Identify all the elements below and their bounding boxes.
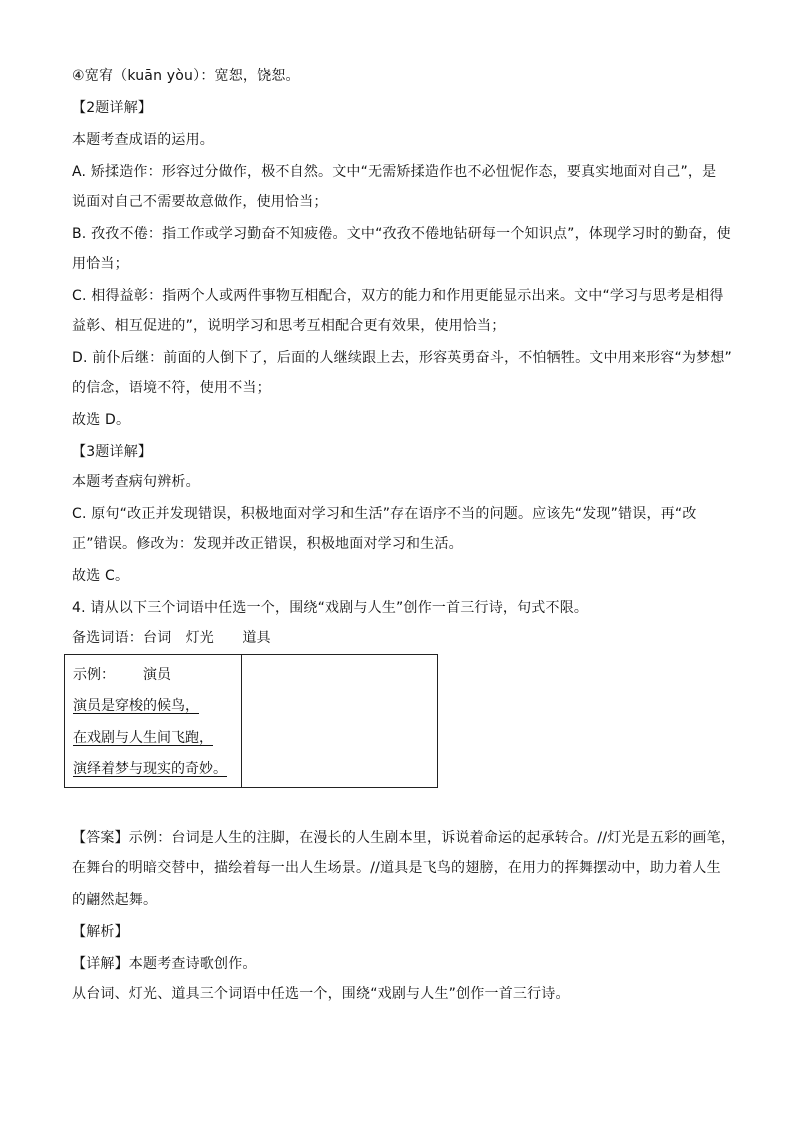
body-line: 用恰当； [72, 256, 129, 272]
footnote-line: ④宽宥（kuān yòu）：宽恕，饶恕。 [72, 68, 300, 84]
body-line: 本题考查病句辨析。 [72, 474, 200, 490]
table-divider [241, 655, 242, 787]
body-line: 正”错误。修改为：发现并改正错误，积极地面对学习和生活。 [72, 536, 463, 552]
body-line: 故选 C。 [72, 568, 130, 584]
example-word: 演员 [143, 667, 171, 683]
question-line: 4. 请从以下三个词语中任选一个，围绕“戏剧与人生”创作一首三行诗，句式不限。 [72, 600, 589, 616]
analysis-heading: 【解析】 [72, 924, 129, 940]
body-line: C. 相得益彰：指两个人或两件事物互相配合，双方的能力和作用更能显示出来。文中“学习与思考是相得 [72, 288, 724, 304]
answer-line: 的翩然起舞。 [72, 892, 158, 908]
section-heading: 【3题详解】 [72, 444, 153, 460]
example-table [64, 654, 438, 788]
body-line: D. 前仆后继：前面的人倒下了，后面的人继续跟上去，形容英勇奋斗，不怕牺牲。文中用来形容“为梦想” [72, 350, 732, 366]
body-line: 本题考查成语的运用。 [72, 132, 214, 148]
body-line: 故选 D。 [72, 412, 131, 428]
body-line: 的信念，语境不符，使用不当； [72, 380, 271, 396]
poem-line: 演员是穿梭的候鸟， [73, 698, 199, 714]
poem-line: 演绎着梦与现实的奇妙。 [73, 761, 227, 777]
poem-line: 在戏剧与人生间飞跑， [73, 730, 213, 746]
answer-line: 在舞台的明暗交替中，描绘着每一出人生场景。//道具是飞鸟的翅膀，在用力的挥舞摆动中，助力着人生 [72, 860, 721, 876]
body-line: C. 原句“改正并发现错误，积极地面对学习和生活”存在语序不当的问题。应该先“发现”错误，再“改 [72, 506, 697, 522]
detail-line: 从台词、灯光、道具三个词语中任选一个，围绕“戏剧与人生”创作一首三行诗。 [72, 986, 570, 1002]
example-header [73, 665, 171, 685]
body-line: A. 矫揉造作：形容过分做作，极不自然。文中“无需矫揉造作也不必忸怩作态，要真实地面对自己”，是 [72, 164, 717, 180]
section-heading: 【2题详解】 [72, 100, 153, 116]
answer-line: 【答案】示例：台词是人生的注脚，在漫长的人生剧本里，诉说着命运的起承转合。//灯光是五彩的画笔， [72, 830, 736, 846]
body-line: B. 孜孜不倦：指工作或学习勤奋不知疲倦。文中“孜孜不倦地钻研每一个知识点”，体现学习时的勤奋，使 [72, 226, 731, 242]
example-label: 示例： [73, 667, 115, 683]
body-line: 说面对自己不需要故意做作，使用恰当； [72, 194, 328, 210]
detail-line: 【详解】本题考查诗歌创作。 [72, 956, 257, 972]
body-line: 益彰、相互促进的”，说明学习和思考互相配合更有效果，使用恰当； [72, 318, 506, 334]
word-options-line: 备选词语：台词 灯光 道具 [72, 630, 271, 646]
